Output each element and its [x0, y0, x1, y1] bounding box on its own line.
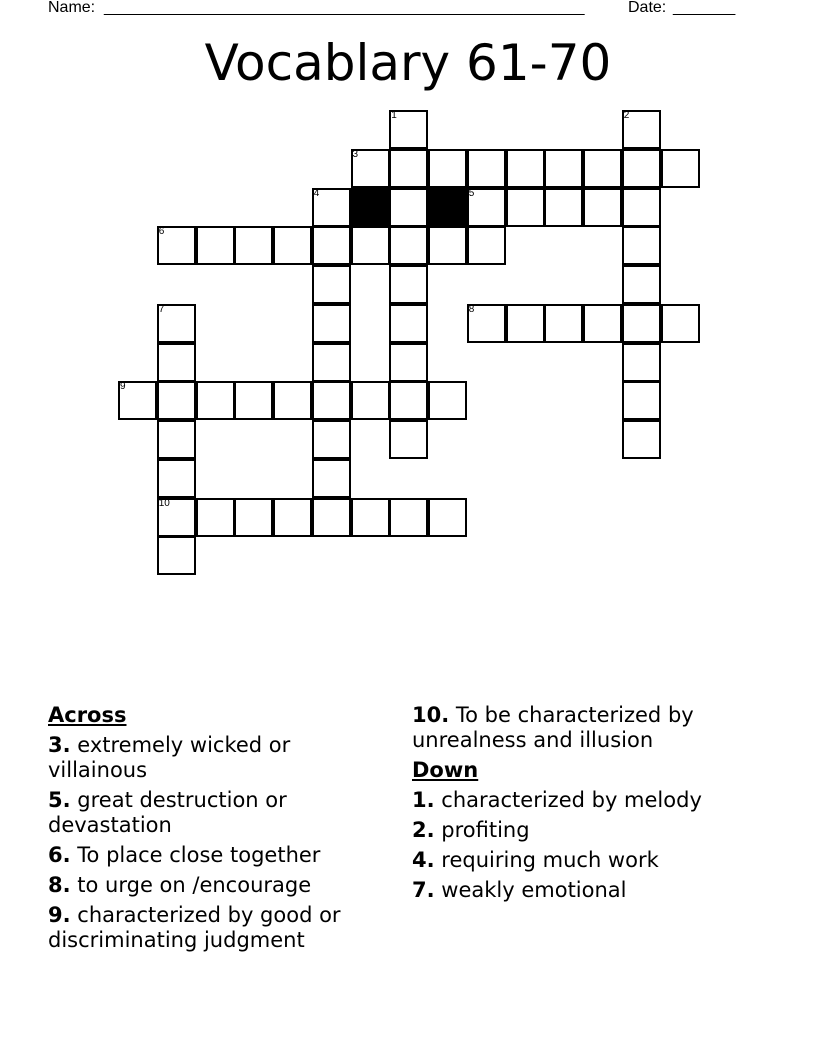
grid-block	[428, 188, 467, 227]
grid-cell[interactable]	[312, 381, 351, 420]
grid-cell[interactable]	[196, 226, 235, 265]
across-heading: Across	[48, 703, 127, 727]
clue-number: 3.	[48, 733, 71, 757]
grid-cell[interactable]	[389, 188, 428, 227]
clues-section	[48, 703, 778, 1003]
cell-number: 5	[468, 187, 475, 199]
grid-cell[interactable]	[389, 304, 428, 343]
clue-down-1	[412, 788, 742, 813]
grid-cell[interactable]	[622, 304, 661, 343]
grid-cell[interactable]	[389, 265, 428, 304]
clue-down-4	[412, 848, 742, 873]
cell-number: 9	[120, 381, 126, 393]
grid-cell[interactable]	[661, 149, 700, 188]
grid-cell[interactable]	[157, 343, 196, 382]
clue-text: weakly emotional	[441, 878, 627, 902]
grid-cell[interactable]	[157, 459, 196, 498]
grid-cell[interactable]	[622, 188, 661, 227]
cell-number: 2	[623, 110, 630, 121]
grid-cell[interactable]	[157, 381, 196, 420]
grid-cell[interactable]	[273, 498, 312, 537]
down-heading: Down	[412, 758, 479, 782]
grid-cell[interactable]	[389, 110, 428, 149]
clue-text: characterized by good or discriminating judgment	[48, 903, 341, 952]
grid-cell[interactable]	[428, 498, 467, 537]
cell-number: 8	[468, 303, 475, 315]
clue-down-7	[412, 878, 742, 903]
date-label: Date:	[628, 0, 667, 16]
grid-cell[interactable]	[312, 459, 351, 498]
clue-number: 2.	[412, 818, 435, 842]
grid-cell[interactable]	[622, 110, 661, 149]
grid-cell[interactable]	[351, 149, 390, 188]
grid-cell[interactable]	[157, 420, 196, 459]
grid-cell[interactable]	[467, 304, 506, 343]
name-label: Name:	[48, 0, 96, 16]
grid-cell[interactable]	[467, 226, 506, 265]
clue-number: 7.	[412, 878, 435, 902]
grid-cell[interactable]	[351, 226, 390, 265]
grid-cell[interactable]	[389, 149, 428, 188]
grid-cell[interactable]	[506, 304, 545, 343]
clue-number: 4.	[412, 848, 435, 872]
grid-cell[interactable]	[389, 226, 428, 265]
grid-cell[interactable]	[661, 304, 700, 343]
clue-number: 10.	[412, 703, 450, 727]
grid-cell[interactable]	[351, 381, 390, 420]
grid-cell[interactable]	[389, 381, 428, 420]
grid-cell[interactable]	[622, 420, 661, 459]
clue-text: To be characterized by unrealness and illusion	[412, 703, 694, 752]
cell-number: 6	[158, 226, 165, 238]
grid-cell[interactable]	[312, 343, 351, 382]
grid-cell[interactable]	[583, 188, 622, 227]
clue-text: extremely wicked or villainous	[48, 733, 291, 782]
grid-cell[interactable]	[428, 381, 467, 420]
page-title: Vocablary 61-70	[204, 34, 612, 92]
grid-cell[interactable]	[234, 498, 273, 537]
grid-cell[interactable]	[234, 226, 273, 265]
clue-across-6	[48, 843, 378, 868]
grid-cell[interactable]	[622, 381, 661, 420]
clue-number: 5.	[48, 788, 71, 812]
grid-cell[interactable]	[157, 536, 196, 575]
name-line[interactable]: ______________________________________________________	[104, 0, 585, 16]
grid-block	[351, 188, 390, 227]
clues-left-column	[48, 703, 378, 958]
grid-cell[interactable]	[467, 149, 506, 188]
grid-cell[interactable]	[544, 188, 583, 227]
grid-cell[interactable]	[351, 498, 390, 537]
grid-cell[interactable]	[312, 265, 351, 304]
grid-cell[interactable]	[622, 149, 661, 188]
cell-number: 7	[158, 303, 165, 315]
clue-across-8	[48, 873, 378, 898]
grid-cell[interactable]	[467, 188, 506, 227]
grid-cell[interactable]	[389, 498, 428, 537]
clue-text: profiting	[441, 818, 530, 842]
clue-text: requiring much work	[441, 848, 659, 872]
grid-cell[interactable]	[312, 226, 351, 265]
grid-cell[interactable]	[583, 304, 622, 343]
clue-number: 8.	[48, 873, 71, 897]
clue-across-5	[48, 788, 378, 838]
grid-cell[interactable]	[389, 343, 428, 382]
grid-cell[interactable]	[506, 188, 545, 227]
grid-cell[interactable]	[389, 420, 428, 459]
clue-number: 9.	[48, 903, 71, 927]
grid-cell[interactable]	[312, 304, 351, 343]
grid-cell[interactable]	[622, 343, 661, 382]
grid-cell[interactable]	[622, 226, 661, 265]
grid-cell[interactable]	[273, 381, 312, 420]
cell-number: 3	[352, 148, 359, 160]
grid-cell[interactable]	[157, 304, 196, 343]
grid-cell[interactable]	[157, 498, 196, 537]
grid-cell[interactable]	[196, 381, 235, 420]
clue-number: 1.	[412, 788, 435, 812]
grid-cell[interactable]	[118, 381, 157, 420]
grid-cell[interactable]	[583, 149, 622, 188]
clue-across-9	[48, 903, 378, 953]
clue-text: To place close together	[77, 843, 321, 867]
grid-cell[interactable]	[312, 420, 351, 459]
clue-text: to urge on /encourage	[77, 873, 312, 897]
grid-cell[interactable]	[544, 304, 583, 343]
clue-number: 6.	[48, 843, 71, 867]
cell-number: 10	[158, 497, 170, 509]
clue-across-10	[412, 703, 742, 753]
clue-text: characterized by melody	[441, 788, 702, 812]
clue-down-2	[412, 818, 742, 843]
grid-cell[interactable]	[428, 149, 467, 188]
cell-number: 1	[391, 110, 397, 121]
clue-text: great destruction or devastation	[48, 788, 287, 837]
grid-cell[interactable]	[622, 265, 661, 304]
grid-cell[interactable]	[312, 498, 351, 537]
grid-cell[interactable]	[428, 226, 467, 265]
clue-across-3	[48, 733, 378, 783]
grid-cell[interactable]	[196, 498, 235, 537]
cell-number: 4	[313, 187, 320, 199]
grid-cell[interactable]	[312, 188, 351, 227]
date-line[interactable]: _______	[673, 0, 736, 16]
grid-cell[interactable]	[157, 226, 196, 265]
grid-cell[interactable]	[234, 381, 273, 420]
grid-cell[interactable]	[273, 226, 312, 265]
grid-cell[interactable]	[506, 149, 545, 188]
clues-right-column	[412, 703, 742, 908]
grid-cell[interactable]	[544, 149, 583, 188]
